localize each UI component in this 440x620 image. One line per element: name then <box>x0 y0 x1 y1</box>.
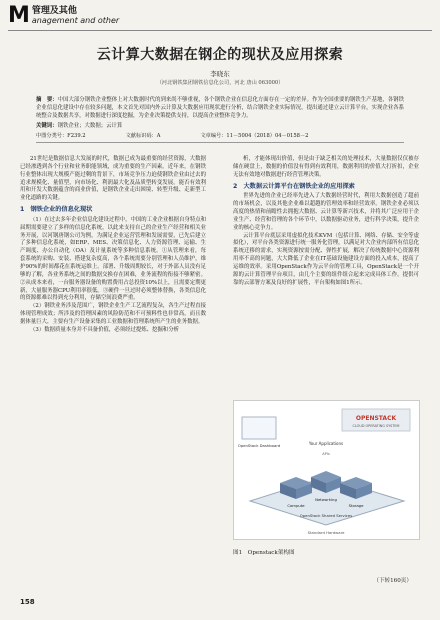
section-heading: 2 大数据云计算平台在钢铁企业的应用探索 <box>233 182 355 190</box>
body-paragraph: （1）在过去多年企业信息化建设过程中，中国的工业企业根据自身特点和届期需要建立了多样的信息化系统，以此来支持自己的企业生产经营和相关业务开展，以河钢唐钢公司为例，为满足企业运营管理和发展需要，已先后建立了多种信息化系统，如ERP、MES、决策信息化、人力资源管理、运输、生产调度、办公自动化（OA）及计量系统等多种信息系统。①从管理来看，每套系统的采购、安装、搭建复杂度高，各个系统需要分别管理和人员维护，维护90%的时间都花在系统运维上。部署、升级周期较长，对于外部人员没有足够的了解，各业务系统之间的数据交换存在困难，业务流程的衔接不够紧密。②从成本来看，一台服务器设备的购置费用占总投资10%以上，且需要定期更新，大量服务器CPU利用率很低。③硬件一旦过时必须整体替换，各类信息化的资源都难以得到充分利用，存储空间浪费严重。 <box>20 216 206 302</box>
networking-label: Networking <box>315 497 337 502</box>
author: 李晓东 <box>210 70 230 78</box>
banner-sub-text: CLOUD OPERATING SYSTEM <box>352 424 400 428</box>
section-title-cn: 管理及其他 <box>31 6 77 16</box>
section-header <box>8 3 120 28</box>
keywords <box>36 122 404 130</box>
dashboard-label: OpenStack Dashboard <box>237 443 281 448</box>
shared-services-label: OpenStack Shared Services <box>299 513 353 518</box>
abstract-text: 中国大部分钢铁企业整体上对大数据时代的到来尚不够重视，各个钢铁企业在信息化方面存在一定的差异。作为全国重要的钢铁生产基地，各钢铁企业信息化建设中存在较多问题，本文首先对国内外云计算及大数据应用现状进行分析，结合钢铁企业实际情况，提出通过建立云计算平台，实现企业各系统整合及数据共享，对数据进行深度挖掘，为企业决策提供支持，以提高企业整体竞争力。 <box>36 97 404 120</box>
abstract-rule <box>36 142 404 143</box>
header-rule <box>8 30 432 31</box>
body-paragraph: 云计算平台底层采用虚拟化技术KVM（包括计算、网络、存储、安全等虚拟化），对平台各类资源进行统一服务化管理，以满足对大企业内部所有信息化系统迁移的需求，实现资源按需分配、弹性扩展，解决了传统数据中心资源利用率不高的问题，大大降低了企业在IT基础设施建设方面的投入成本，提高了运维的效率。采用OpenStack作为云平台的管理工具，OpenStack是一个开源的云计算管理平台项目，由几个主要的组件组合起来完成具体工作，提供可靠的云部署方案及良好的扩展性，平台架构如图1所示。 <box>233 232 419 286</box>
continued-note: （下转160页） <box>373 578 412 584</box>
keywords-text: 钢铁企业；大数据；云计算 <box>57 123 123 129</box>
banner-text: OPENSTACK <box>355 415 397 422</box>
abstract <box>36 96 404 121</box>
section-title-en: anagement and other <box>31 16 120 25</box>
openstack-figure <box>233 400 420 540</box>
compute-label: Compute <box>287 503 305 508</box>
dashboard-box <box>242 417 276 439</box>
hardware-label: Standard Hardware <box>307 530 345 535</box>
apps-label: Your Applications <box>308 441 344 446</box>
body-paragraph: 21世纪是数据信息大发展的时代，数据已成为最重要的经营资源，大数据已经渗透到各个行业和业务职能领域，成为重要的生产因素。近年来，在钢铁行业整体出现大规模产能过剩的背景下，市场竞争压力迫使钢铁企业由过去的追求规模化、量值型，向市场化、利润最大化及品质型转变发展。能否有效利用和开发大数据蕴含的商业价值，是钢铁企业走出困境、转型升级、走新型工业化道路的关键。 <box>20 156 206 202</box>
affiliation: （河北钢铁集团钢铁信息化公司，河北 唐山 063000） <box>156 80 284 86</box>
openstack-diagram <box>234 401 419 539</box>
right-column <box>233 156 419 288</box>
storage-label: Storage <box>348 503 364 508</box>
section-initial: M <box>8 3 30 28</box>
abstract-label: 摘 要： <box>36 97 58 103</box>
body-paragraph: 世界先进的企业已经率先进入了大数据经营时代，利用大数据创造了超前的市场机会，以及其他企业难以超越的管理效率和经营效率。钢铁企业必须以高度的热情和前瞻性去拥抱大数据、云计算等新兴技术，并将其广泛应用于企业生产、经营和管理的各个环节中，以数据驱动业务，进行科学决策，提升企业的核心竞争力。 <box>233 193 419 231</box>
networking-module <box>311 471 341 502</box>
section-heading: 1 钢铁企业的信息化现状 <box>20 206 93 214</box>
left-column <box>20 156 206 335</box>
body-paragraph: （2）钢铁业务涉及范围广，钢铁企业生产工艺流程复杂，各生产过程直接体现管理成效；所涉及的管理因素的风险防范和不可预料性也非常高，而且数据体量巨大，主要有生产设备采集的工业数据和管理系统所产生的业务数据。 <box>20 303 206 325</box>
class-number: 中图分类号：F239.2 <box>36 133 86 139</box>
keywords-label: 关键词： <box>36 123 58 129</box>
document-code: 文献标识码：A <box>125 133 161 139</box>
paper-title: 云计算大数据在钢企的现状及应用探索 <box>96 47 344 63</box>
api-label: APIs <box>322 452 330 456</box>
article-number: 文章编号：11－5004（2018）04－0158－2 <box>200 133 309 139</box>
body-paragraph: （3）数据质量本身并不具备价值，必须经过提炼、挖掘和分析 <box>30 326 179 333</box>
body-paragraph: 析，才能体现出价值，但是由于缺乏相关的处理技术，大量数据仅仅被存储在硬盘上，数据的价值没有得到有效利用，数据利用的价值大打折扣，企业无法有效地对数据进行经营管理决策。 <box>233 156 419 178</box>
figure-caption: 图1 Openstack架构图 <box>233 550 295 556</box>
classification-line <box>36 132 404 139</box>
page-number: 158 <box>20 598 35 606</box>
